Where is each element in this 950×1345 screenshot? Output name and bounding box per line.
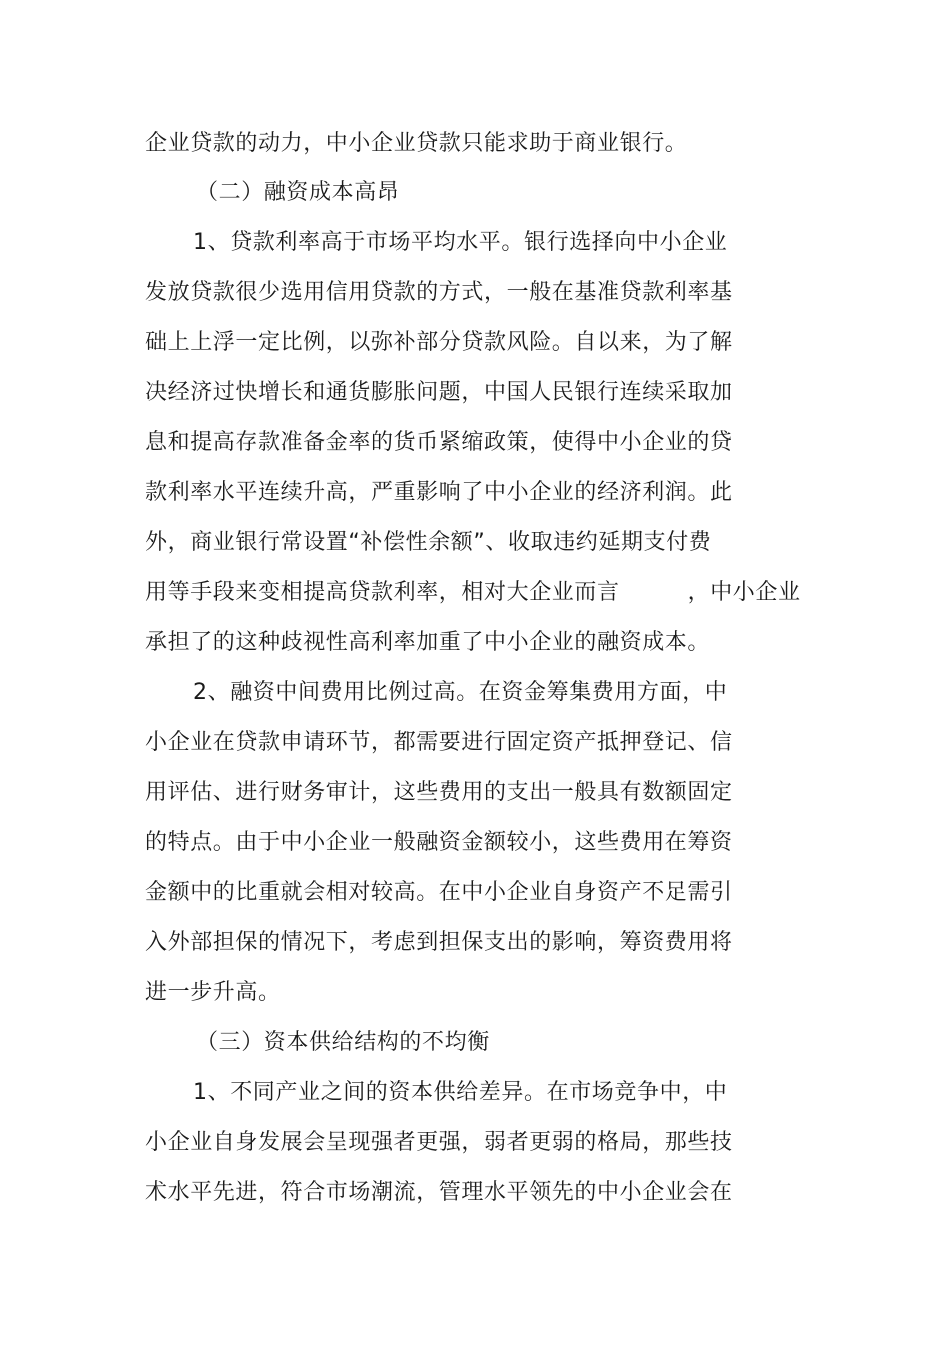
text-line-12: 2、融资中间费用比例过高。在资金筹集费用方面，中: [193, 680, 728, 705]
text-line-10a: 用等手段来变相提高贷款利率，相对大企业而言: [145, 580, 620, 605]
text-line-20: 小企业自身发展会呈现强者更强，弱者更弱的格局，那些技: [145, 1130, 733, 1155]
text-line-11: 承担了的这种歧视性高利率加重了中小企业的融资成本。: [145, 630, 711, 655]
text-line-14: 用评估、进行财务审计，这些费用的支出一般具有数额固定: [145, 780, 733, 805]
text-line-13: 小企业在贷款申请环节，都需要进行固定资产抵押登记、信: [145, 730, 733, 755]
text-line-21: 术水平先进，符合市场潮流，管理水平领先的中小企业会在: [145, 1180, 733, 1205]
text-line-6: 决经济过快增长和通货膨胀问题，中国人民银行连续采取加: [145, 380, 733, 405]
section-heading-2: （二）融资成本高昂: [196, 180, 400, 205]
section-heading-3: （三）资本供给结构的不均衡: [196, 1030, 490, 1055]
text-line-18: 进一步升高。: [145, 980, 281, 1005]
text-line-15: 的特点。由于中小企业一般融资金额较小，这些费用在筹资: [145, 830, 733, 855]
text-line-9: 外，商业银行常设置“补偿性余额”、收取违约延期支付费: [145, 530, 712, 555]
text-line-17: 入外部担保的情况下，考虑到担保支出的影响，筹资费用将: [145, 930, 733, 955]
text-line-16: 金额中的比重就会相对较高。在中小企业自身资产不足需引: [145, 880, 733, 905]
text-line-4: 发放贷款很少选用信用贷款的方式，一般在基准贷款利率基: [145, 280, 733, 305]
text-line-3: 1、贷款利率高于市场平均水平。银行选择向中小企业: [193, 230, 728, 255]
text-line-10b: ，中小企业: [687, 580, 801, 605]
text-line-5: 础上上浮一定比例，以弥补部分贷款风险。自以来，为了解: [145, 330, 733, 355]
text-line-10: [0, 578, 801, 608]
text-line-1: 企业贷款的动力，中小企业贷款只能求助于商业银行。: [145, 131, 688, 156]
text-line-7: 息和提高存款准备金率的货币紧缩政策，使得中小企业的贷: [145, 430, 733, 455]
text-line-19: 1、不同产业之间的资本供给差异。在市场竞争中，中: [193, 1080, 728, 1105]
text-line-8: 款利率水平连续升高，严重影响了中小企业的经济利润。此: [145, 480, 733, 505]
